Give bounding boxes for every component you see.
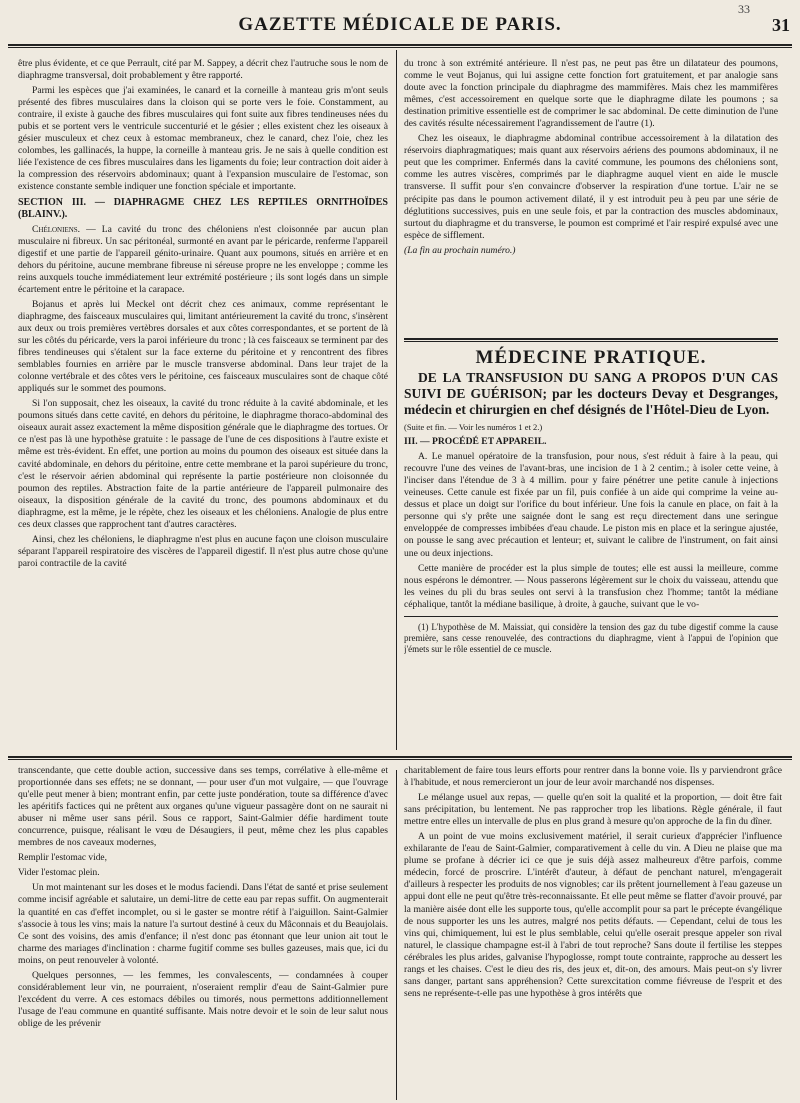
paragraph: être plus évidente, et ce que Perrault, cité par M. Sappey, a décrit chez l'autruche sous le nom de diaphragme transversal, doit probablement y être rapporté. [18,58,388,82]
paragraph: Ainsi, chez les chéloniens, le diaphragme n'est plus en aucune façon une cloison musculaire séparant l'appareil respiratoire des viscères de l'appareil digestif. Il n'est plus autre chose qu'une paroi contractile de la cavité [18,533,388,569]
column-right-bottom [404,765,782,1097]
paragraph: Quelques personnes, — les femmes, les convalescents, — condamnées à couper considérablement leur vin, ne pourraient, n'oseraient remplir d'eau de Saint-Galmier pure l'excédent du verre. A ces estomacs débiles ou timorés, nous permettons additionnellement l'usage de l'eau commune en quantité suffisante. Mais notre devoir et le soin de leur salut nous oblige de les prévenir [18,969,388,1029]
column-rule-top [396,50,397,750]
paragraph: A. Le manuel opératoire de la transfusion, pour nous, s'est réduit à faire à la peau, qui recouvre l'une des veines de l'avant-bras, une incision de 1 à 2 centim.; à isoler cette veine, à l'inciser dans l'étendue de 3 à 4 millim. pour y faire pénétrer une petite canule à injections veineuses. Cette canule est fixée par un fil, puis confiée à un aide qui comprime la veine au-dessus et place un doigt sur l'orifice du bout inférieur. Une fois la canule en place, on fait à la personne qui s'y prête une saignée dont le sang est reçu directement dans une seringue enveloppée de compresses imbibées d'eau chaude. Le piston mis en place et la seringue ajustée, on pousse le sang avec précaution et lenteur; et, suivant le calibre de l'instrument, on fait ainsi une ou deux injections. [404,451,778,559]
header-rule-thin [8,47,792,48]
mid-rule-thin [8,759,792,760]
column-left-bottom [18,765,388,1097]
paragraph: Bojanus et après lui Meckel ont décrit chez ces animaux, comme représentant le diaphragme, des faisceaux musculaires qui, limitant antérieurement la cavité du tronc, s'insèrent aux deux ou trois premières vertèbres dorsales et aux côtes correspondantes, et se portent de là sur les côtés du péricarde, vers la paroi inférieure du tronc ; là ces faisceaux se terminent par des fibres tendineuses qui s'étalent sur la face externe du péritoine et y rencontrent des fibres semblables fournies en arrière par le muscle transverse abdominal. Dans leur trajet de la colonne vertébrale et des côtes vers le péritoine, ces faisceaux musculaires sont de chaque côté appliqués sur le sommet des poumons. [18,298,388,395]
section-rule-thin [404,341,778,342]
footnote-rule [404,616,778,617]
paragraph: Si l'on supposait, chez les oiseaux, la cavité du tronc réduite à la cavité abdominale, et les poumons situés dans cette cavité, en dehors du péritoine, le diaphragme thoraco-abdominal des oiseaux aurait assez exactement la même disposition générale que le diaphragme des tortues. Or ce n'est pas là une hypothèse gratuite : le passage de l'une de ces dispositions à l'autre existe et même est très-évident. En effet, une portion au moins du poumon des oiseaux est située dans la cavité abdominale, en dehors du péritoine, entre cette membrane et la paroi supérieure du tronc, c'est le réservoir aérien abdominal qui représente la partie postérieure non cloisonnée du poumon des reptiles. Abstraction faite de la partie antérieure de l'appareil pulmonaire des oiseaux, la disposition générale de la cavité du tronc, des poumons abdominaux et du diaphragme, est la même, je le répète, chez les oiseaux et les chéloniens. Analogie de plus entre ces deux classes que rapprochent tant d'autres caractères. [18,398,388,530]
paragraph: du tronc à son extrémité antérieure. Il n'est pas, ne peut pas être un dilatateur des poumons, comme le veut Bojanus, qui lui assigne cette fonction fort gratuitement, et par analogie sans doute avec la fonction principale du diaphragme des mammifères. Mais chez les mammifères mêmes, c'est accessoirement en quelque sorte que le diaphragme dilate les poumons ; sa destination primitive essentielle est de comprimer le sac abdominal. De cette diminution de l'une des cavités résulte nécessairement l'agrandissement de l'autre (1). [404,58,778,130]
page-header [0,0,800,44]
section-heading: SECTION III. — DIAPHRAGME CHEZ LES REPTILES ORNITHOÏDES (BLAINV.). [18,196,388,220]
verse-line: Remplir l'estomac vide, [18,853,107,864]
paragraph: charitablement de faire tous leurs efforts pour rentrer dans la bonne voie. Ils y parviendront grâce à l'habitude, et nous remercieront un jour de leur avoir marchandé nos dispenses. [404,765,782,789]
paragraph: transcendante, que cette double action, successive dans ses temps, corrélative à elle-même et proportionnée dans ses effets; ne se donnant, — pour user d'un mot vulgaire, — que l'ouvrage qu'elle peut mener à bien; montrant enfin, par cette juste pondération, toute sa différence d'avec les apéritifs factices qui ne prêtent aux organes qu'une vigueur passagère dont on ne saurait ni abuser ni même user sans péril. Sous ce rapport, Saint-Galmier défie hardiment toute concurrence, puisque, réalisant le vœu de Désaugiers, il peut, même chez les plus capables membres de nos caveaux modernes, [18,765,388,849]
paragraph: Un mot maintenant sur les doses et le modus faciendi. Dans l'état de santé et prise seulement comme incisif agréable et salutaire, un demi-litre de cette eau par repas suffit. On augmenterait la quantité en cas d'effet incomplet, ou si le gaster se montre rétif à l'aiguillon. Saint-Galmier s'associe à tous les vins; mais la nature l'a surtout destiné à ceux du Mâconnais et du Beaujolais. Ce sont des voisins, des amis d'enfance; il n'est donc pas étonnant que leur union ait tout le charme des mariages d'inclination : charme fugitif comme ses bulles gazeuses, mais que, ici du moins, on peut renouveler à volonté. [18,882,388,966]
column-rule-bottom [396,770,397,1100]
paragraph: Chez les oiseaux, le diaphragme abdominal contribue accessoirement à la dilatation des réservoirs diaphragmatiques; mais quant aux réservoirs aériens des poumons abdominaux, il ne peut que les comprimer. Enfermés dans la cavité commune, les poumons des chéloniens sont, comme les autres viscères, comprimés par le diaphragme auquel vient en aide le muscle transverse. Il suffit pour s'en convaincre d'observer la respiration d'une tortue. L'air ne se précipite pas dans le poumon activement dilaté, il y est introduit peu à peu par une série de déglutitions successives, puis en une seule fois, et par la contraction des muscles abdominaux, surtout du diaphragme et du transverse, le poumon est comprimé et l'air respiré expulsé avec une espèce de sifflement. [404,133,778,241]
lead-word: Chéloniens. [32,223,81,235]
column-left-top [18,58,388,758]
section-title: MÉDECINE PRATIQUE. [475,347,707,368]
journal-title: GAZETTE MÉDICALE DE PARIS. [238,14,562,35]
paragraph: A un point de vue moins exclusivement matériel, il serait curieux d'apprécier l'influence exhilarante de l'eau de Saint-Galmier, comparativement à celle du vin. A Dieu ne plaise que ma plume se profane à décrier ici ce que je suis déjà assez malheureux d'être parfois, comme médecin, forcé de proscrire. L'intérêt d'auteur, à défaut de penchant naturel, m'engagerait d'ailleurs à respecter les produits de nos vignobles; car ils prêtent journellement à l'eau gazeuse un appui dont elle ne peut qu'être très-reconnaissante. Et elle peut même se flatter d'avoir prouvé, par la manière aisée dont elle les supporte tous, qu'elle accomplit pour sa part le précepte évangélique de nous supporter les uns les autres, malgré nos petits défauts. — Cependant, celui de tous les vins qui, chimiquement, lui est le plus semblable, celui qu'elle oserait presque appeler son rival naturel, le classique champagne est-il à l'abri de tout reproche? Sans doute il fertilise les steppes cérébrales les plus arides, galvanise l'hypoglosse, rompt toute contrainte, rapproche au dessert les rangs et les chaises. C'est le dieu des ris, des jeux et, dit-on, des amours. Mais peut-on s'y livrer sans danger, partant sans appréhension? Cette surexcitation comme fiévreuse de l'esprit et des sens ne représente-t-elle pas une hypothèse à gros intérêts que [404,831,782,999]
header-rule [8,44,792,46]
verse-line: Vider l'estomac plein. [18,868,100,879]
article-title: DE LA TRANSFUSION DU SANG A PROPOS D'UN CAS SUIVI DE GUÉRISON; par les docteurs Devay et Desgranges, médecin et chirurgien en chef désignés de l'Hôtel-Dieu de Lyon. [404,370,778,418]
paragraph: Cette manière de procéder est la plus simple de toutes; elle est aussi la meilleure, comme nous espérons le démontrer. — Nous passerons légèrement sur le choix du vaisseau, attendu que les veines du pli du bras seules ont servi à la transfusion chez l'homme; tantôt la médiane céphalique, tantôt la médiane basilique, à droite, à gauche, suivant que le vo- [404,562,778,610]
paragraph: Chéloniens. — La cavité du tronc des chéloniens n'est cloisonnée par aucun plan musculaire ni fibreux. Un sac péritonéal, surmonté en avant par le péricarde, renferme l'appareil digestif et une partie de l'appareil génito-urinaire. Quant aux poumons, situés en arrière et en dehors du péritoine, aucune membrane fibreuse ni séreuse propre ne les enveloppe ; comme les reins auxquels touche immédiatement leur extrémité postérieure ; ils sont logés dans un simple écartement entre le péritoine et la carapace. [18,223,388,295]
medecine-pratique-section [404,344,778,754]
section-rule [404,338,778,340]
column-right-top [404,58,778,338]
continuation-note: (La fin au prochain numéro.) [404,244,516,256]
subsection-heading: III. — PROCÉDÉ ET APPAREIL. [404,436,547,448]
corner-mark: 33 [738,2,750,16]
article-note: (Suite et fin. — Voir les numéros 1 et 2.) [404,422,543,433]
page-number: 31 [772,15,790,35]
paragraph: Parmi les espèces que j'ai examinées, le canard et la corneille à manteau gris m'ont seuls présenté des fibres musculaires dans la cloison qui se porte vers le foie. Constamment, au contraire, il existe à gauche des fibres musculaires qui font suite aux fibres tendineuses nées du pubis et se portent vers le ventricule succenturié et le gésier ; elles existent chez les oiseaux à gésier musculeux et chez ceux à estomac membraneux, chez le canard, chez l'oie, chez les colombes, les gallinacés, la huppe, la corneille à manteau gris. Je ne sais à quelle condition est liée l'existence de ces fibres musculaires dans les ligaments du foie; leur contraction doit aider à la compression des réservoirs abdominaux; quant à l'expansion musculaire de l'estomac, son existence constante semble indiquer une fonction spéciale et importante. [18,85,388,193]
paragraph: Le mélange usuel aux repas, — quelle qu'en soit la qualité et la proportion, — doit être fait sans précipitation, bu lentement. Ne pas rapprocher trop les libations. Règle générale, il faut mettre entre elles un intervalle de plus en plus grand à mesure qu'on approche de la fin du dîner. [404,792,782,828]
footnote: (1) L'hypothèse de M. Maissiat, qui considère la tension des gaz du tube digestif comme la cause première, sans cesse renouvelée, des contractions du diaphragme, vient à l'appui de l'opinion que j'émets sur le rôle essentiel de ce muscle. [404,621,778,654]
